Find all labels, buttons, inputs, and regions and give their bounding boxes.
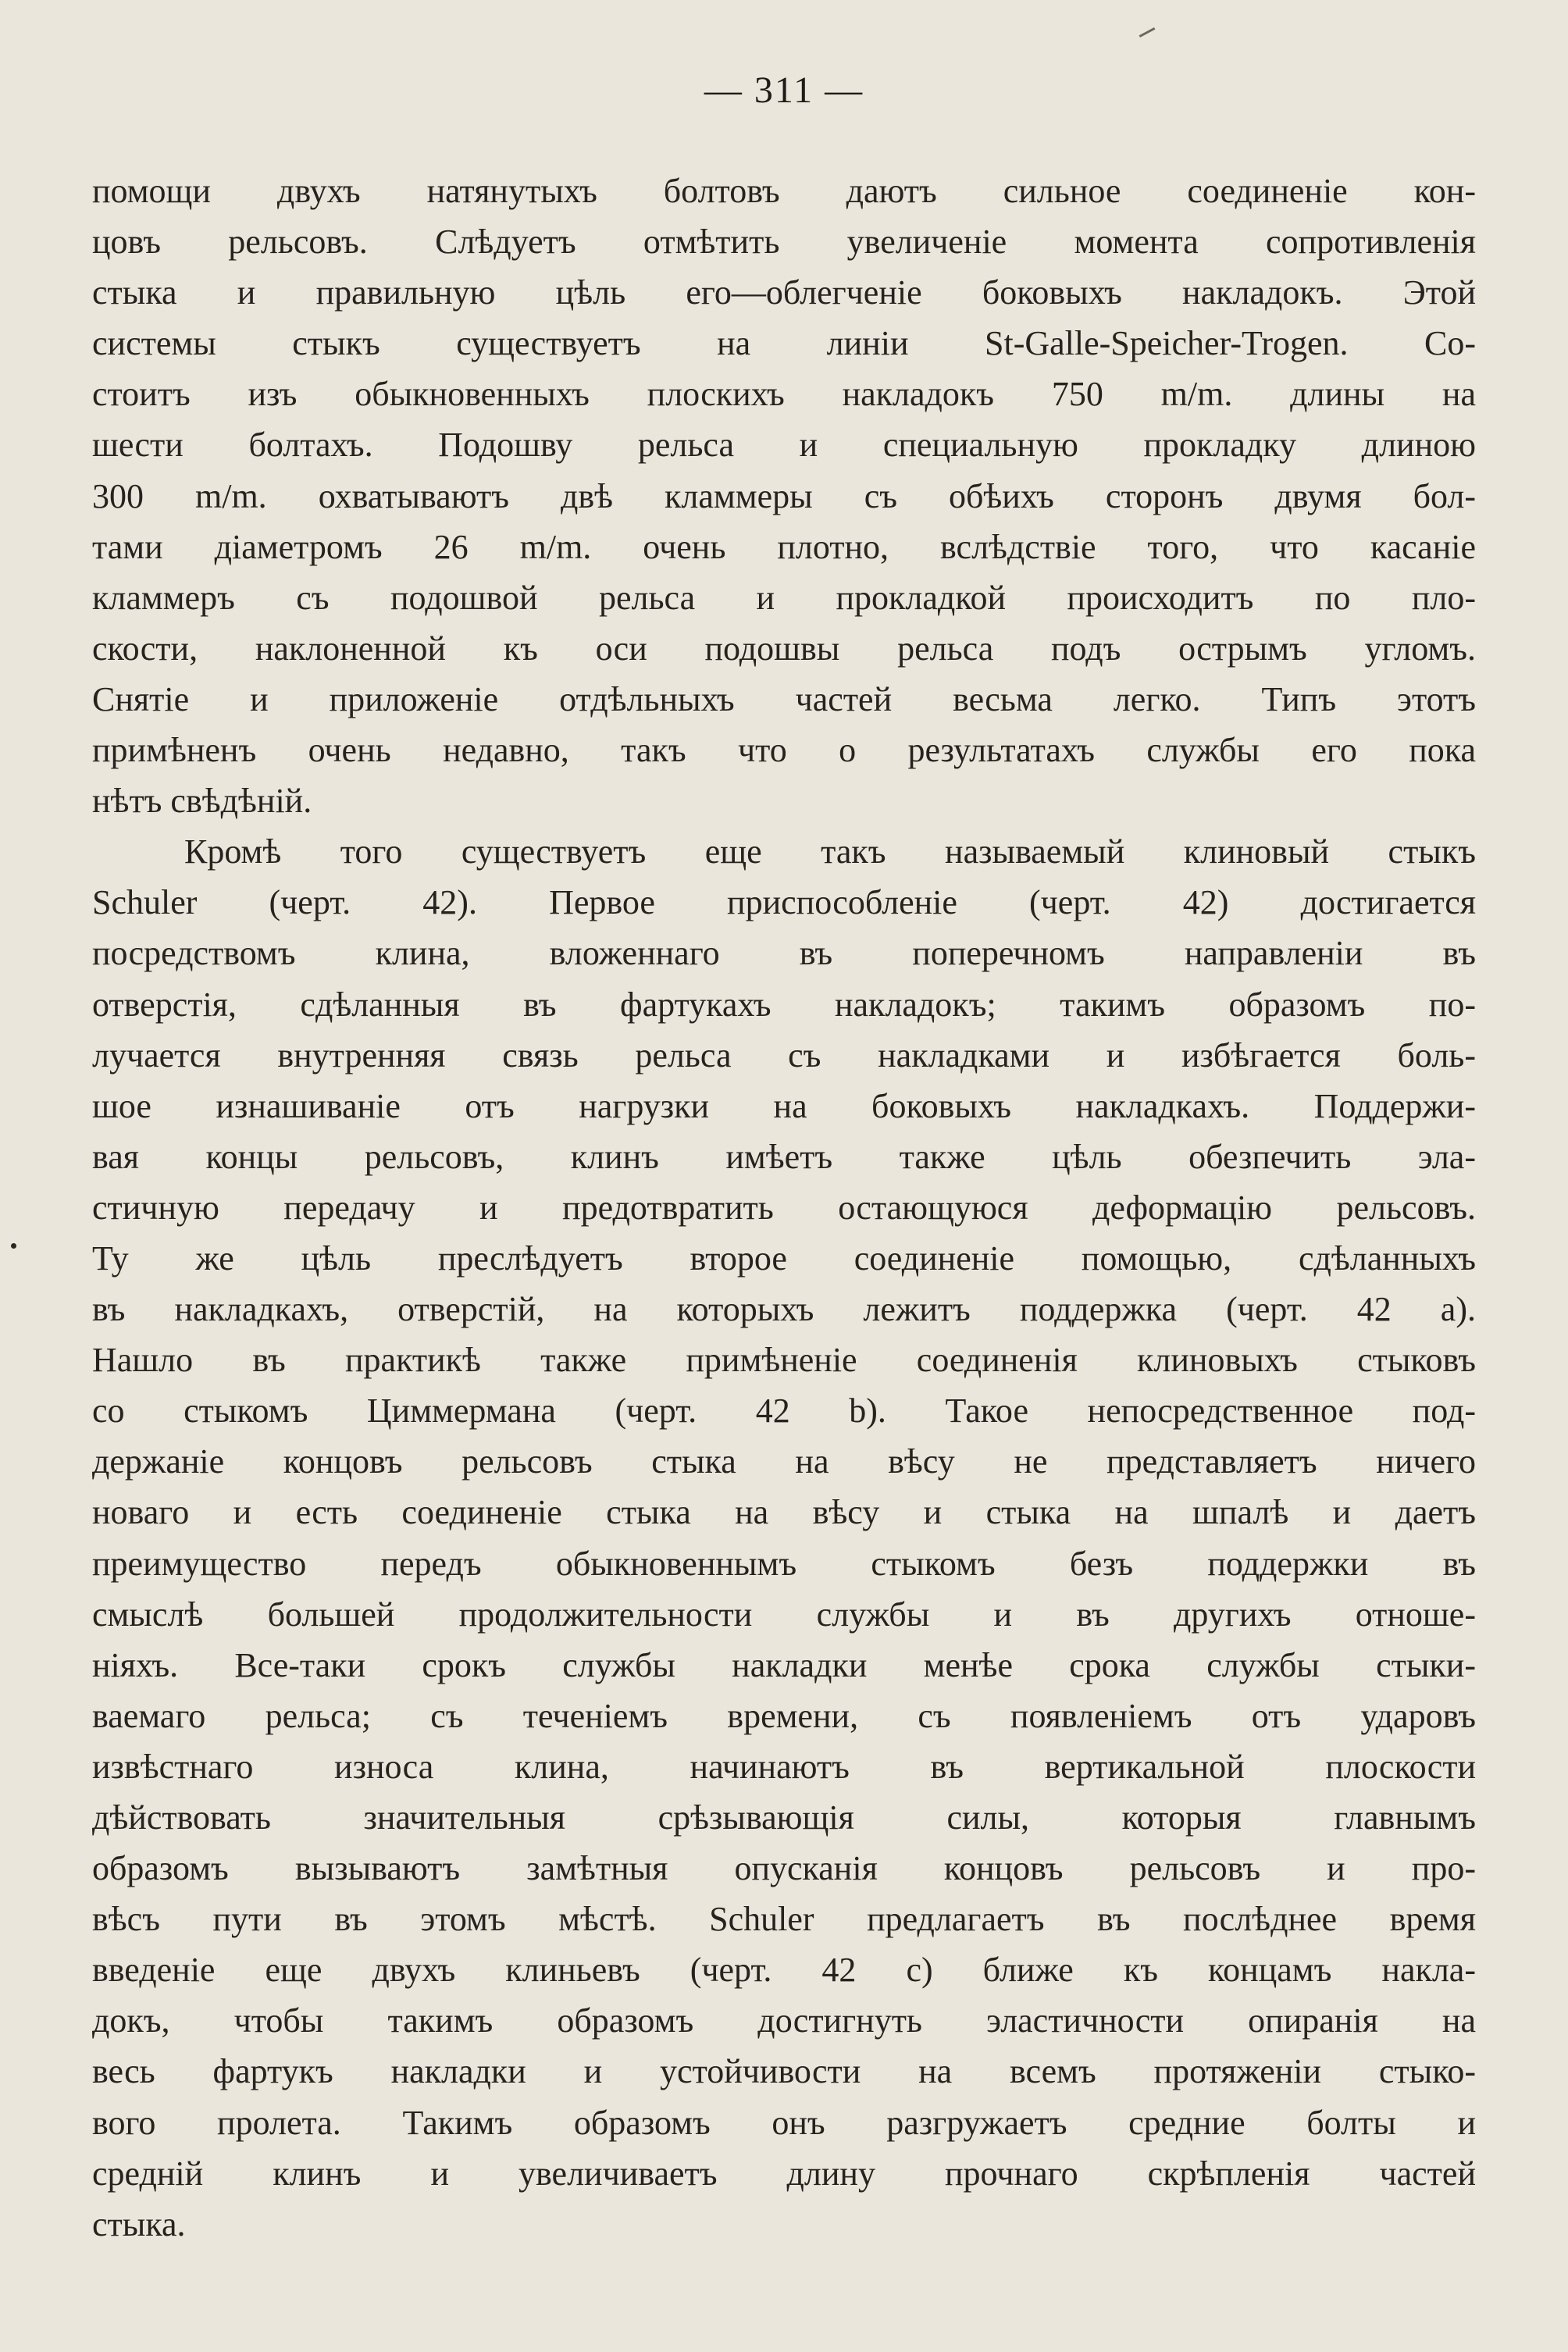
- text-line: въ накладкахъ, отверстiй, на которыхъ лежитъ поддержка (черт. 42 a).: [92, 1290, 1476, 1329]
- text-line: введенiе еще двухъ клиньевъ (черт. 42 c) ближе къ концамъ накла-: [92, 1951, 1476, 1990]
- text-line: шести болтахъ. Подошву рельса и специальную прокладку длиною: [92, 426, 1476, 465]
- text-line: стоитъ изъ обыкновенныхъ плоскихъ накладокъ 750 m/m. длины на: [92, 375, 1476, 414]
- text-line: образомъ вызываютъ замѣтныя опусканiя концовъ рельсовъ и про-: [92, 1849, 1476, 1888]
- text-line: докъ, чтобы такимъ образомъ достигнуть эластичности опиранiя на: [92, 2001, 1476, 2040]
- text-line: примѣненъ очень недавно, такъ что о результатахъ службы его пока: [92, 731, 1476, 770]
- text-line: новаго и есть соединенiе стыка на вѣсу и стыка на шпалѣ и даетъ: [92, 1493, 1476, 1532]
- text-line: шое изнашиванiе отъ нагрузки на боковыхъ накладкахъ. Поддержи-: [92, 1086, 1476, 1125]
- pencil-mark: [1139, 27, 1156, 37]
- text-line: Нашло въ практикѣ также примѣненiе соединенiя клиновыхъ стыковъ: [92, 1341, 1476, 1380]
- text-line: системы стыкъ существуетъ на линiи St-Galle-Speicher-Trogen. Со-: [92, 324, 1476, 363]
- margin-dot: [11, 1243, 16, 1249]
- text-line: нiяхъ. Все-таки срокъ службы накладки менѣе срока службы стыки-: [92, 1645, 1476, 1684]
- text-line: держанiе концовъ рельсовъ стыка на вѣсу не представляетъ ничего: [92, 1442, 1476, 1481]
- page-number: — 311 —: [704, 69, 864, 111]
- text-line: стичную передачу и предотвратить остающуюся деформацiю рельсовъ.: [92, 1188, 1476, 1227]
- text-line: скости, наклоненной къ оси подошвы рельса подъ острымъ угломъ.: [92, 629, 1476, 668]
- text-line: вѣсъ пути въ этомъ мѣстѣ. Schuler предлагаетъ въ послѣднее время: [92, 1900, 1476, 1939]
- text-line: преимущество передъ обыкновеннымъ стыкомъ безъ поддержки въ: [92, 1544, 1476, 1583]
- text-line: лучается внутренняя связь рельса съ накладками и избѣгается боль-: [92, 1035, 1476, 1074]
- text-line: нѣтъ свѣдѣнiй.: [92, 782, 312, 821]
- text-line: Кромѣ того существуетъ еще такъ называемый клиновый стыкъ: [184, 832, 1476, 871]
- text-line: стыка.: [92, 2204, 186, 2243]
- paragraph-2: [92, 826, 1476, 2250]
- paragraph-1: [92, 166, 1476, 826]
- text-line: весь фартукъ накладки и устойчивости на всемъ протяженiи стыко-: [92, 2052, 1476, 2091]
- text-line: посредствомъ клина, вложеннаго въ поперечномъ направленiи въ: [92, 934, 1476, 973]
- text-line: Schuler (черт. 42). Первое приспособленiе (черт. 42) достигается: [92, 883, 1476, 922]
- body-text: [92, 166, 1476, 2250]
- text-line: вого пролета. Такимъ образомъ онъ разгружаетъ средние болты и: [92, 2103, 1476, 2142]
- text-line: помощи двухъ натянутыхъ болтовъ даютъ сильное соединенiе кон-: [92, 172, 1476, 210]
- text-line: со стыкомъ Циммермана (черт. 42 b). Такое непосредственное под-: [92, 1392, 1476, 1431]
- text-line: цовъ рельсовъ. Слѣдуетъ отмѣтить увеличенiе момента сопротивленiя: [92, 223, 1476, 262]
- text-line: кламмеръ съ подошвой рельса и прокладкой происходитъ по пло-: [92, 578, 1476, 617]
- text-line: стыка и правильную цѣль его—облегченiе боковыхъ накладокъ. Этой: [92, 273, 1476, 312]
- text-line: среднiй клинъ и увеличиваетъ длину прочнаго скрѣпленiя частей: [92, 2154, 1476, 2193]
- text-line: 300 m/m. охватываютъ двѣ кламмеры съ обѣихъ сторонъ двумя бол-: [92, 476, 1476, 515]
- text-line: дѣйствовать значительныя срѣзывающiя силы, которыя главнымъ: [92, 1798, 1476, 1837]
- text-line: извѣстнаго износа клина, начинаютъ въ вертикальной плоскости: [92, 1747, 1476, 1786]
- text-line: тами дiаметромъ 26 m/m. очень плотно, вслѣдствiе того, что касанiе: [92, 527, 1476, 566]
- text-line: ваемаго рельса; съ теченiемъ времени, съ появленiемъ отъ ударовъ: [92, 1696, 1476, 1735]
- text-line: смыслѣ большей продолжительности службы и въ другихъ отноше-: [92, 1595, 1476, 1634]
- text-line: отверстiя, сдѣланныя въ фартукахъ накладокъ; такимъ образомъ по-: [92, 985, 1476, 1024]
- text-line: вая концы рельсовъ, клинъ имѣетъ также цѣль обезпечить эла-: [92, 1137, 1476, 1176]
- text-line: Снятiе и приложенiе отдѣльныхъ частей весьма легко. Типъ этотъ: [92, 679, 1476, 718]
- text-line: Ту же цѣль преслѣдуетъ второе соединенiе помощью, сдѣланныхъ: [92, 1238, 1476, 1278]
